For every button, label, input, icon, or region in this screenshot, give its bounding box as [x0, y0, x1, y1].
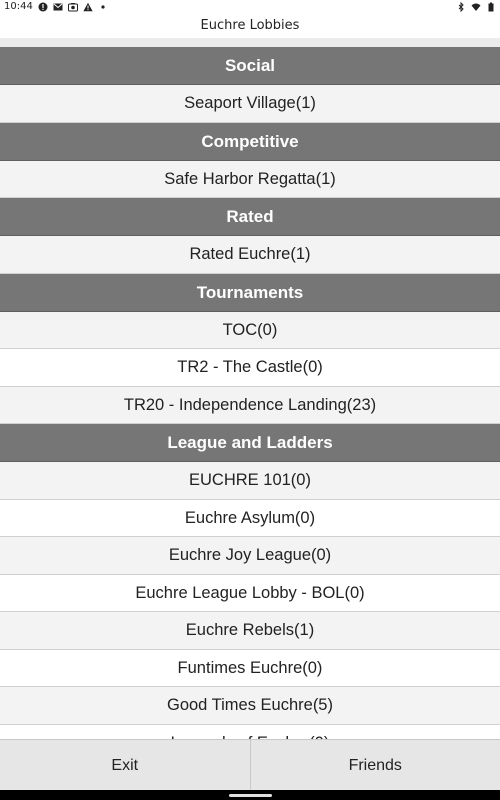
page-title: Euchre Lobbies	[0, 14, 500, 38]
status-left	[4, 0, 108, 14]
wifi-icon	[471, 2, 481, 12]
alert-circle-icon	[38, 2, 48, 12]
mail-icon	[53, 2, 63, 12]
bluetooth-icon	[456, 2, 466, 12]
lobby-item[interactable]: Good Times Euchre(5)	[0, 687, 500, 725]
photo-icon	[68, 2, 78, 12]
bottom-button-bar	[0, 739, 500, 791]
lobby-item[interactable]: Euchre League Lobby - BOL(0)	[0, 575, 500, 613]
lobby-item[interactable]: TR2 - The Castle(0)	[0, 349, 500, 387]
lobby-item[interactable]: Euchre Asylum(0)	[0, 500, 500, 538]
status-right	[456, 2, 496, 12]
section-header: Rated	[0, 198, 500, 236]
section-header: League and Ladders	[0, 424, 500, 462]
lobby-item[interactable]: TOC(0)	[0, 312, 500, 350]
lobby-item[interactable]: EUCHRE 101(0)	[0, 462, 500, 500]
system-navigation-bar	[0, 790, 500, 800]
home-gesture-handle[interactable]	[229, 794, 272, 797]
section-header: Tournaments	[0, 274, 500, 312]
lobby-item[interactable]: Funtimes Euchre(0)	[0, 650, 500, 688]
lobby-item[interactable]: TR20 - Independence Landing(23)	[0, 387, 500, 425]
warning-icon	[83, 2, 93, 12]
status-time: 10:44	[4, 1, 33, 12]
section-header: Social	[0, 47, 500, 85]
status-bar	[0, 0, 500, 14]
dot-icon	[98, 2, 108, 12]
lobby-item[interactable]: Euchre Joy League(0)	[0, 537, 500, 575]
lobby-item[interactable]: Euchre Rebels(1)	[0, 612, 500, 650]
lobby-item[interactable]: Safe Harbor Regatta(1)	[0, 161, 500, 199]
lobby-list[interactable]	[0, 47, 500, 739]
battery-icon	[486, 2, 496, 12]
exit-button[interactable]: Exit	[0, 740, 250, 791]
lobby-item[interactable]: Seaport Village(1)	[0, 85, 500, 123]
lobby-item[interactable]: Rated Euchre(1)	[0, 236, 500, 274]
friends-button[interactable]: Friends	[250, 740, 500, 791]
title-divider	[0, 38, 500, 47]
section-header: Competitive	[0, 123, 500, 161]
